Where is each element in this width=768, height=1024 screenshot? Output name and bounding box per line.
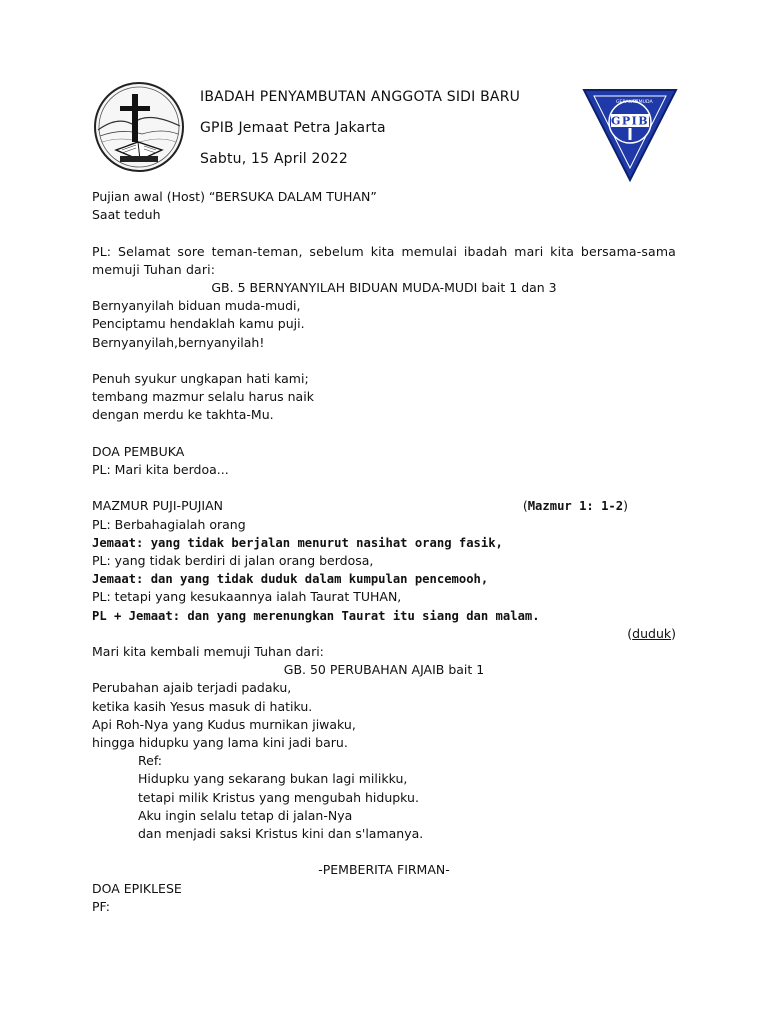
hymn-gb50-intro: Mari kita kembali memuji Tuhan dari:: [92, 644, 324, 660]
posture-open: (: [627, 625, 633, 641]
hymn-gb5-verse3-line1: Penuh syukur ungkapan hati kami;: [92, 371, 309, 386]
header-text-block: [200, 88, 580, 181]
posture-instruction: [92, 625, 676, 643]
silent-moment-line: Saat teduh: [92, 207, 161, 223]
logo-gpib-text: GPIB: [610, 114, 650, 128]
refrain-line3: Aku ingin selalu tetap di jalan-Nya: [138, 807, 353, 823]
hymn-gb5-verse1-line2: Penciptamu hendaklah kamu puji.: [92, 316, 305, 332]
posture-close: ): [671, 625, 676, 641]
hymn-gb5-title: GB. 5 BERNYANYILAH BIDUAN MUDA-MUDI bait 1 dan 3: [211, 280, 557, 295]
refrain-line1: Hidupku yang sekarang bukan lagi milikku,: [138, 771, 408, 787]
refrain-line4: dan menjadi saksi Kristus kini dan s'lamanya.: [138, 826, 424, 842]
hymn-gb50-line3: Api Roh-Nya yang Kudus murnikan jiwaku,: [92, 716, 356, 732]
document-header: [92, 80, 692, 188]
hymn-gb5-verse1-line3: Bernyanyilah,bernyanyilah!: [92, 334, 265, 350]
psalm-line-4: Jemaat: dan yang tidak duduk dalam kumpulan pencemooh,: [92, 572, 489, 587]
psalm-citation-wrap: [523, 497, 628, 515]
refrain-label: Ref:: [138, 753, 162, 769]
psalm-citation: Mazmur 1: 1-2: [527, 499, 624, 514]
pf-label: PF:: [92, 898, 110, 914]
sermon-heading: -PEMBERITA FIRMAN-: [318, 862, 450, 878]
opening-song-line: Pujian awal (Host) “BERSUKA DALAM TUHAN”: [92, 189, 377, 204]
epiclesis-heading: DOA EPIKLESE: [92, 880, 182, 896]
refrain-line2: tetapi milik Kristus yang mengubah hidupku.: [138, 789, 419, 805]
hymn-gb5-verse1-line1: Bernyanyilah biduan muda-mudi,: [92, 298, 301, 314]
logo-arc-left-text: GERAKAN: [616, 100, 639, 105]
psalm-line-3: PL: yang tidak berdiri di jalan orang berdosa,: [92, 553, 374, 568]
gpib-youth-logo-icon: [580, 84, 680, 184]
church-logo-cross-icon: [92, 80, 186, 174]
psalm-line-6: PL + Jemaat: dan yang merenungkan Taurat itu siang dan malam.: [92, 608, 540, 623]
hymn-gb50-line1: Perubahan ajaib terjadi padaku,: [92, 680, 292, 696]
congregation-name: GPIB Jemaat Petra Jakarta: [200, 120, 386, 136]
psalm-heading: MAZMUR PUJI-PUJIAN: [92, 498, 224, 514]
hymn-gb50-title: GB. 50 PERUBAHAN AJAIB bait 1: [283, 662, 485, 678]
service-title: IBADAH PENYAMBUTAN ANGGOTA SIDI BARU: [200, 89, 521, 105]
hymn-gb5-verse3-line3: dengan merdu ke takhta-Mu.: [92, 407, 274, 423]
liturgy-body: [92, 188, 676, 916]
hymn-gb50-line4: hingga hidupku yang lama kini jadi baru.: [92, 735, 348, 751]
opening-prayer-heading: DOA PEMBUKA: [92, 443, 185, 459]
logo-arc-right-text: PEMUDA: [633, 100, 653, 105]
psalm-line-2: Jemaat: yang tidak berjalan menurut nasihat orang fasik,: [92, 535, 503, 550]
opening-prayer-line: PL: Mari kita berdoa...: [92, 462, 229, 477]
hymn-gb5-verse3-line2: tembang mazmur selalu harus naik: [92, 389, 314, 405]
hymn-gb50-line2: ketika kasih Yesus masuk di hatiku.: [92, 698, 313, 714]
psalm-line-1: PL: Berbahagialah orang: [92, 516, 246, 532]
posture-sit: duduk: [632, 625, 672, 641]
psalm-heading-row: [92, 497, 676, 515]
psalm-line-5: PL: tetapi yang kesukaannya ialah Taurat TUHAN,: [92, 589, 402, 605]
psalm-citation-open: (: [522, 498, 528, 514]
psalm-citation-close: ): [623, 498, 628, 514]
pl-invitation-text: PL: Selamat sore teman-teman, sebelum kita memulai ibadah mari kita bersama-sama memuji Tuhan dari:: [92, 243, 676, 277]
service-date: Sabtu, 15 April 2022: [200, 151, 348, 167]
